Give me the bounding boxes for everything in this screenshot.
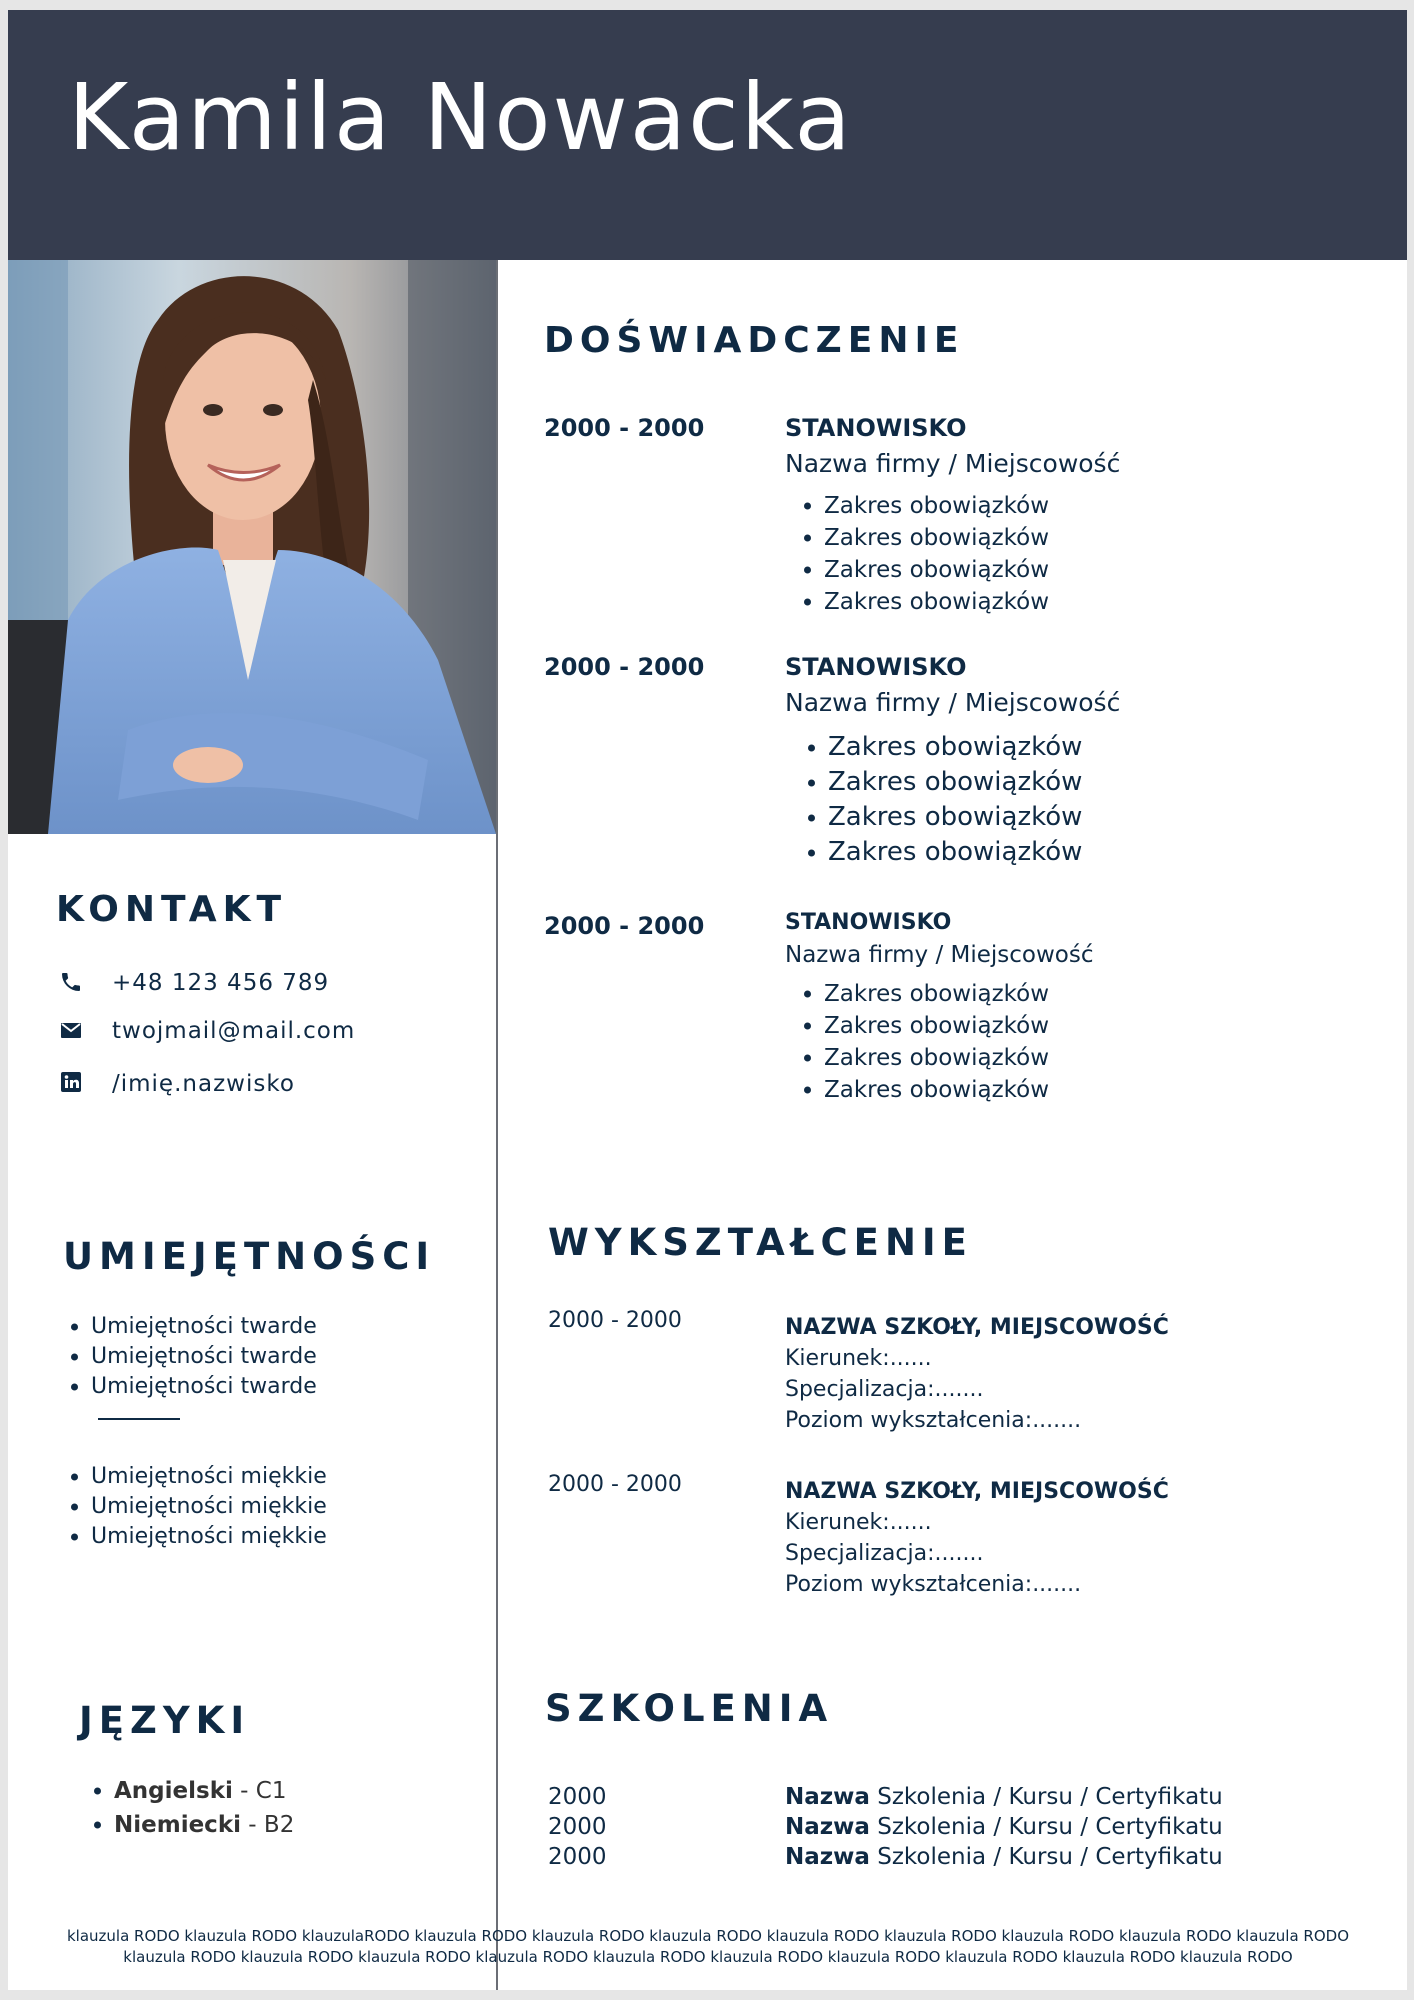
training-names (785, 1782, 1223, 1872)
education-field: Kierunek:...... (785, 1346, 932, 1371)
list-item: Zakres obowiązków (796, 1010, 1049, 1042)
list-item: Zakres obowiązków (796, 522, 1049, 554)
training-item: Nazwa Szkolenia / Kursu / Certyfikatu (785, 1784, 1223, 1810)
list-item: Zakres obowiązków (800, 800, 1082, 835)
training-item: Nazwa Szkolenia / Kursu / Certyfikatu (785, 1844, 1223, 1870)
training-year: 2000 (548, 1844, 607, 1870)
candidate-name: Kamila Nowacka (68, 64, 853, 171)
list-item: Zakres obowiązków (796, 554, 1049, 586)
experience-company: Nazwa firmy / Miejscowość (785, 688, 1121, 717)
gdpr-line: klauzula RODO klauzula RODO klauzulaRODO klauzula RODO klauzula RODO klauzula RODO klauzula RODO klauzula RODO klauzula RODO klauzula RODO klauzula RODO (66, 1927, 1350, 1945)
list-item: Zakres obowiązków (800, 730, 1082, 765)
experience-duties (800, 730, 1082, 870)
list-item: Zakres obowiązków (796, 1042, 1049, 1074)
list-item: Umiejętności twarde (63, 1312, 317, 1342)
languages-list (86, 1774, 294, 1842)
list-item: Zakres obowiązków (796, 490, 1049, 522)
contact-linkedin: /imię.nazwisko (112, 1071, 295, 1097)
hard-skills-list (63, 1312, 317, 1402)
skills-heading: UMIEJĘTNOŚCI (63, 1235, 436, 1278)
trainings-heading: SZKOLENIA (545, 1687, 834, 1730)
gdpr-clause (48, 1926, 1368, 1968)
experience-company: Nazwa firmy / Miejscowość (785, 942, 1094, 968)
experience-duties (796, 978, 1049, 1106)
mail-icon (59, 1018, 83, 1042)
experience-position: STANOWISKO (785, 653, 967, 681)
education-years: 2000 - 2000 (548, 1308, 682, 1333)
languages-heading: JĘZYKI (79, 1699, 251, 1742)
contact-email: twojmail@mail.com (112, 1018, 356, 1044)
list-item: Umiejętności twarde (63, 1342, 317, 1372)
phone-icon (59, 970, 83, 994)
list-item: Zakres obowiązków (796, 586, 1049, 618)
experience-duties (796, 490, 1049, 618)
education-entry (785, 1476, 1169, 1600)
list-item: Umiejętności miękkie (63, 1462, 327, 1492)
list-item: Zakres obowiązków (796, 978, 1049, 1010)
training-years (548, 1782, 607, 1872)
list-item: Niemiecki - B2 (86, 1808, 294, 1842)
list-item: Zakres obowiązków (796, 1074, 1049, 1106)
education-years: 2000 - 2000 (548, 1472, 682, 1497)
experience-position: STANOWISKO (785, 910, 952, 935)
experience-heading: DOŚWIADCZENIE (544, 320, 965, 361)
school-name: NAZWA SZKOŁY, MIEJSCOWOŚĆ (785, 1479, 1169, 1504)
header-banner (8, 10, 1407, 260)
experience-years: 2000 - 2000 (544, 414, 705, 442)
linkedin-icon (59, 1070, 83, 1094)
list-item: Umiejętności twarde (63, 1372, 317, 1402)
list-item: Zakres obowiązków (800, 835, 1082, 870)
experience-years: 2000 - 2000 (544, 653, 705, 681)
list-item: Umiejętności miękkie (63, 1522, 327, 1552)
experience-position: STANOWISKO (785, 414, 967, 442)
contact-phone: +48 123 456 789 (112, 970, 330, 996)
education-specialization: Specjalizacja:....... (785, 1541, 984, 1566)
training-year: 2000 (548, 1814, 607, 1840)
education-entry (785, 1312, 1169, 1436)
training-item: Nazwa Szkolenia / Kursu / Certyfikatu (785, 1814, 1223, 1840)
education-specialization: Specjalizacja:....... (785, 1377, 984, 1402)
education-heading: WYKSZTAŁCENIE (548, 1221, 973, 1264)
experience-years: 2000 - 2000 (544, 912, 705, 940)
education-level: Poziom wykształcenia:....... (785, 1408, 1082, 1433)
soft-skills-list (63, 1462, 327, 1552)
education-level: Poziom wykształcenia:....... (785, 1572, 1082, 1597)
gdpr-line: klauzula RODO klauzula RODO klauzula RODO klauzula RODO klauzula RODO klauzula RODO klauzula RODO klauzula RODO klauzula RODO klauzula RODO (123, 1948, 1293, 1966)
school-name: NAZWA SZKOŁY, MIEJSCOWOŚĆ (785, 1315, 1169, 1340)
profile-photo (8, 260, 496, 834)
training-year: 2000 (548, 1784, 607, 1810)
column-divider (496, 260, 498, 1990)
experience-company: Nazwa firmy / Miejscowość (785, 449, 1121, 478)
contact-heading: KONTAKT (56, 889, 288, 930)
list-item: Umiejętności miękkie (63, 1492, 327, 1522)
cv-page (8, 10, 1407, 1990)
list-item: Zakres obowiązków (800, 765, 1082, 800)
skills-divider (98, 1418, 180, 1420)
education-field: Kierunek:...... (785, 1510, 932, 1535)
list-item: Angielski - C1 (86, 1774, 294, 1808)
